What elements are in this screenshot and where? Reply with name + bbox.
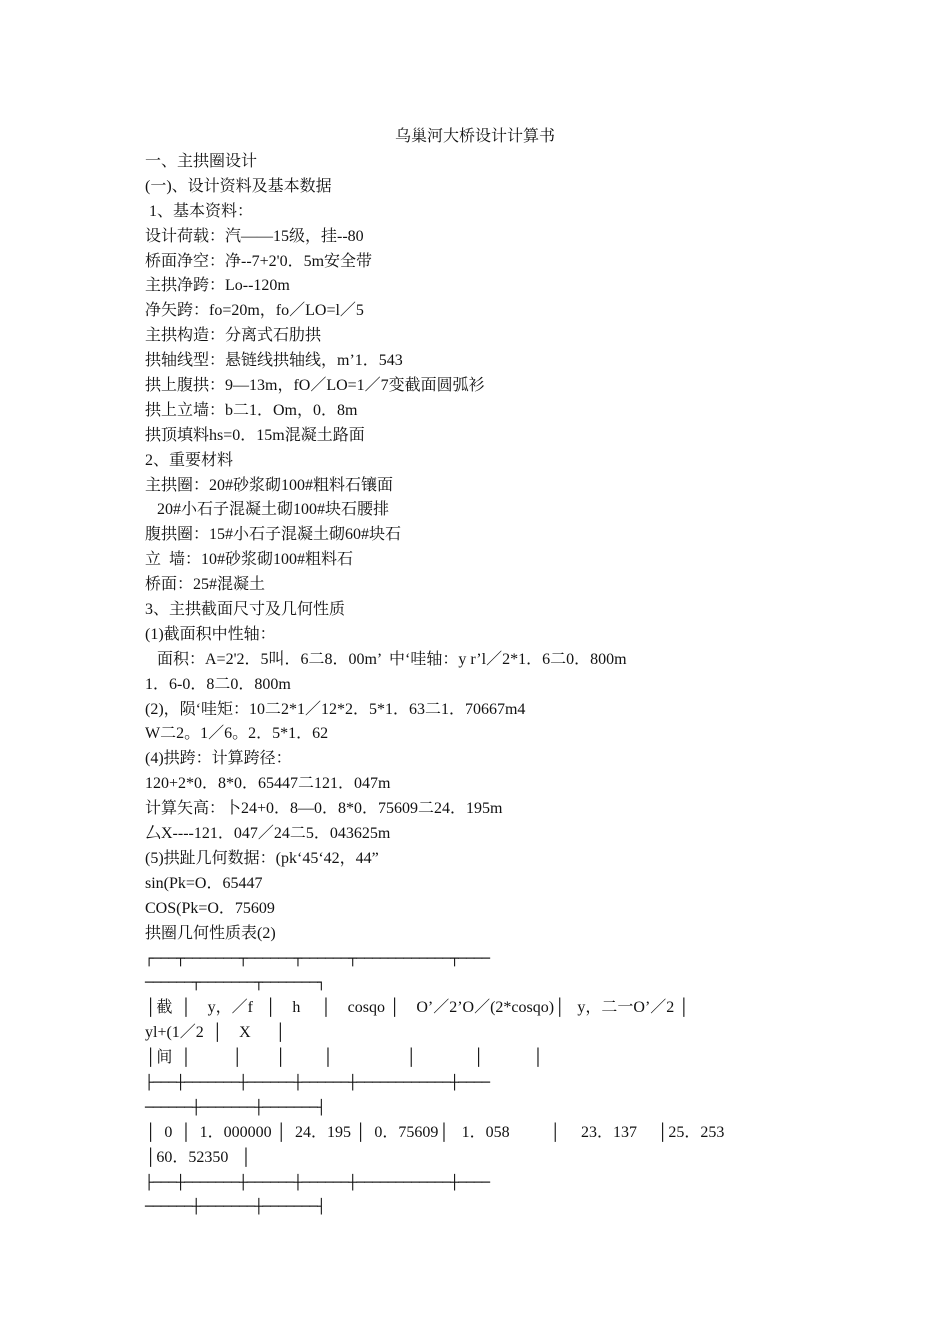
text-line: 拱上立墙：b二1．Om，0．8m [145,401,358,419]
text-line: 拱轴线型：悬链线拱轴线，m’1．543 [145,352,403,370]
text-line: 20#小石子混凝土砌100#块石腰排 [145,501,390,519]
table-caption: 拱圈几何性质表(2) [145,924,276,942]
table-border-top: ┌───┬───────┬──────┬──────┬────────────┬──── [145,950,490,967]
text-line: (2)，陨‘哇矩：10二2*1／12*2．5*1．63二1．70667m4 [145,700,526,718]
text-line: 拱顶填料hs=0．15m混凝土路面 [145,426,365,444]
table-header-row-cont: yl+(1／2 │ X │ [145,1024,287,1042]
document-title: 乌巢河大桥设计计算书 [394,128,555,145]
text-line: 计算矢高：卜24+0．8—0．8*0．75609二24．195m [145,800,503,818]
text-line: sin(Pk=O．65447 [145,874,263,892]
text-line: 主拱净跨：Lo--120m [145,277,290,295]
section-heading: 一、主拱圈设计 [145,153,258,170]
text-line: 净矢跨：fo=20m，fo／LO=l／5 [145,302,364,320]
table-data-row: │ 0 │ 1．000000 │ 24．195 │ 0．75609│ 1．058 │ 23．137 │25．253 [145,1123,725,1141]
document-body [145,150,825,1220]
table-data-row-cont: │60．52350 │ [145,1148,252,1166]
text-line: 桥面净空：净--7+2'0．5m安全带 [145,252,373,270]
text-line: 厶X----121．047／24二5．043625m [145,825,391,843]
table-border-top-cont: ──────┬───────┬───────┐ [145,975,326,992]
text-line: 主拱构造：分离式石肋拱 [145,327,322,345]
text-line: 拱上腹拱：9—13m，fO／LO=1／7变截面圆弧衫 [145,377,485,395]
text-line: 2、重要材料 [145,451,234,469]
text-line: 3、主拱截面尺寸及几何性质 [145,601,346,619]
text-line: 主拱圈：20#砂浆砌100#粗料石镶面 [145,476,394,494]
table-header-row: │截 │ y，／f │ h │ cosqo │ O’／2’O／(2*cosqo)│ y，二一O’／2 │ [145,999,690,1017]
text-line: (1)截面积中性轴： [145,625,276,643]
table-header-row-2: │间 │ │ │ │ │ │ │ [145,1049,544,1067]
text-line: W二2。1／6。2．5*1．62 [145,725,329,743]
text-line: (5)拱趾几何数据：(pk‘45‘42，44” [145,849,379,867]
text-line: 立 墙：10#砂浆砌100#粗料石 [145,551,354,569]
text-line: 1．6-0．8二0．800m [145,675,291,693]
text-line: 设计荷载：汽——15级，挂--80 [145,227,364,245]
table-divider-cont: ──────┼───────┼───────┤ [145,1199,326,1216]
text-line: 桥面：25#混凝土 [145,576,266,594]
text-line: 1、基本资料： [145,202,254,220]
text-line: (4)拱跨：计算跨径： [145,750,292,768]
text-line: 腹拱圈：15#小石子混凝土砌60#块石 [145,526,402,544]
subsection-heading: (一)、设计资料及基本数据 [145,177,332,195]
table-divider: ├───┼───────┼──────┼──────┼────────────┼──── [145,1174,490,1191]
table-divider-cont: ──────┼───────┼───────┤ [145,1099,326,1116]
text-line: 120+2*0．8*0．65447二121．047m [145,775,391,793]
text-line: 面积：A=2'2．5叫．6二8．00m’ 中‘哇轴：y r’l／2*1．6二0．800m [145,650,627,668]
table-divider: ├───┼───────┼──────┼──────┼────────────┼──── [145,1074,490,1091]
text-line: COS(Pk=O．75609 [145,899,275,917]
